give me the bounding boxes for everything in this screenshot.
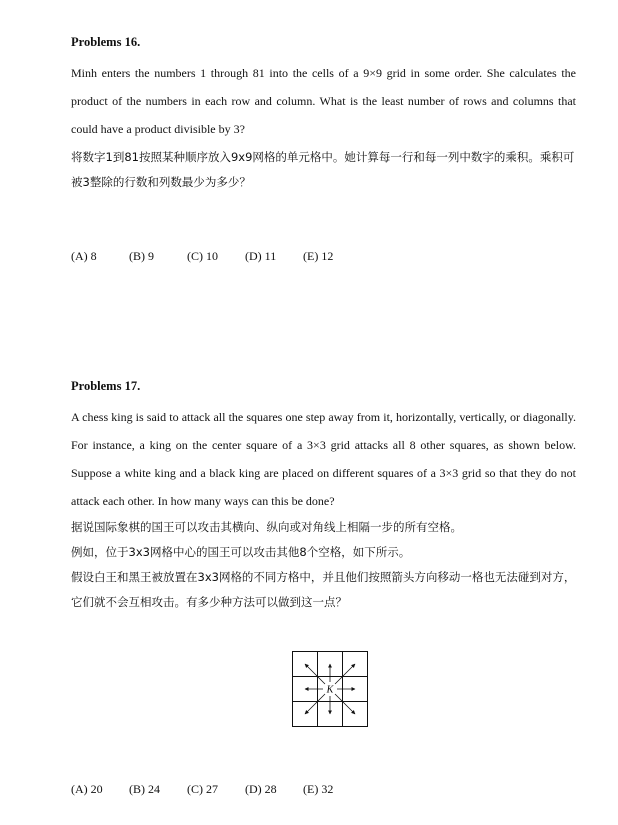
- problem-17-chinese-line-1: 据说国际象棋的国王可以攻击其横向、纵向或对角线上相隔一步的所有空格。: [71, 520, 462, 534]
- problem-16-english-text: Minh enters the numbers 1 through 81 into the cells of a 9×9 grid in some order. She calculates the product of the numbers in each row and column. What is the least number of rows and columns that could have a product divisible by 3?: [71, 66, 576, 136]
- problem-17-title: Problems 17.: [71, 379, 141, 393]
- problem-17-chinese-line-3: 假设白王和黑王被放置在3x3网格的不同方格中，并且他们按照箭头方向移动一格也无法碰到对方，它们就不会互相攻击。有多少种方法可以做到这一点？: [71, 570, 576, 609]
- choice-a: (A) 20: [71, 782, 103, 796]
- arrow-down-right-icon: [335, 694, 355, 714]
- arrow-down-left-icon: [305, 694, 325, 714]
- choice-e: (E) 12: [303, 249, 334, 263]
- problem-16: [71, 34, 576, 195]
- choice-c: (C) 27: [187, 782, 218, 796]
- choice-b: (B) 9: [129, 249, 154, 263]
- problem-17: [71, 378, 576, 615]
- problem-17-chinese-line-2: 例如，位于3x3网格中心的国王可以攻击其他8个空格，如下所示。: [71, 545, 411, 559]
- arrow-up-left-icon: [305, 664, 325, 684]
- choice-d: (D) 28: [245, 782, 277, 796]
- choice-d: (D) 11: [245, 249, 277, 263]
- problem-16-title: Problems 16.: [71, 35, 141, 49]
- choice-b: (B) 24: [129, 782, 160, 796]
- choice-a: (A) 8: [71, 249, 97, 263]
- choice-c: (C) 10: [187, 249, 218, 263]
- king-label: K: [326, 684, 334, 696]
- king-attack-diagram: [292, 651, 368, 727]
- problem-17-answer-choices: [71, 782, 361, 797]
- problem-16-chinese-text: 将数字1到81按照某种顺序放入9x9网格的单元格中。她计算每一行和每一列中数字的乘积。乘积可被3整除的行数和列数最少为多少？: [71, 150, 575, 189]
- choice-e: (E) 32: [303, 782, 334, 796]
- arrow-up-right-icon: [335, 664, 355, 684]
- problem-16-answer-choices: [71, 249, 361, 264]
- problem-17-english-text: A chess king is said to attack all the squares one step away from it, horizontally, vertically, or diagonally. For instance, a king on the center square of a 3×3 grid attacks all 8 other squares, as shown below. Suppose a white king and a black king are placed on different squares of a 3×3 grid so that they do not attack each other. In how many ways can this be done?: [71, 410, 576, 508]
